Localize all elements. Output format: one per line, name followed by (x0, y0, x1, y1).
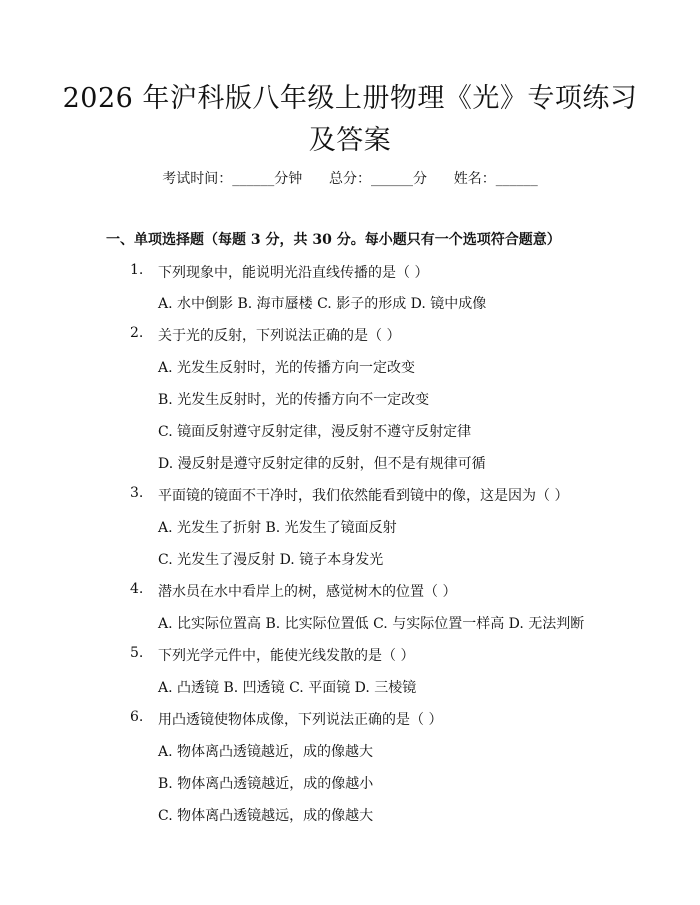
option-line: A. 光发生了折射 B. 光发生了镜面反射 (158, 520, 397, 536)
option-line: A. 物体离凸透镜越近，成的像越大 (158, 744, 374, 760)
question-number: 2. (130, 325, 144, 341)
option-line: B. 物体离凸透镜越近，成的像越小 (158, 776, 374, 792)
exam-meta (0, 168, 700, 188)
option-line: A. 光发生反射时，光的传播方向一定改变 (158, 360, 416, 376)
exam-time-label: 考试时间：______分钟 (162, 171, 303, 187)
question-number: 1. (130, 262, 144, 278)
question-text: 用凸透镜使物体成像，下列说法正确的是（ ） (158, 712, 443, 728)
question-number: 4. (130, 581, 144, 597)
question-number: 5. (130, 645, 144, 661)
option-line: A. 凸透镜 B. 凹透镜 C. 平面镜 D. 三棱镜 (158, 680, 417, 696)
page-title: 2026 年沪科版八年级上册物理《光》专项练习及答案 (62, 83, 638, 156)
student-name-label: 姓名：______ (453, 171, 538, 187)
question-number: 6. (130, 709, 144, 725)
option-line: A. 比实际位置高 B. 比实际位置低 C. 与实际位置一样高 D. 无法判断 (158, 616, 585, 632)
section-heading: 一、单项选择题（每题 3 分，共 30 分。每小题只有一个选项符合题意） (106, 232, 561, 248)
question-text: 下列现象中，能说明光沿直线传播的是（ ） (158, 265, 429, 281)
question-text: 平面镜的镜面不干净时，我们依然能看到镜中的像，这是因为（ ） (158, 488, 569, 504)
option-line: B. 光发生反射时，光的传播方向不一定改变 (158, 392, 430, 408)
total-score-label: 总分：______分 (329, 171, 427, 187)
option-line: A. 水中倒影 B. 海市蜃楼 C. 影子的形成 D. 镜中成像 (158, 296, 487, 312)
option-line: C. 光发生了漫反射 D. 镜子本身发光 (158, 552, 384, 568)
question-text: 下列光学元件中，能使光线发散的是（ ） (158, 648, 415, 664)
question-number: 3. (130, 485, 144, 501)
option-line: C. 镜面反射遵守反射定律，漫反射不遵守反射定律 (158, 424, 472, 440)
question-text: 关于光的反射，下列说法正确的是（ ） (158, 328, 401, 344)
question-text: 潜水员在水中看岸上的树，感觉树木的位置（ ） (158, 584, 457, 600)
option-line: D. 漫反射是遵守反射定律的反射，但不是有规律可循 (158, 456, 486, 472)
option-line: C. 物体离凸透镜越远，成的像越大 (158, 808, 374, 824)
